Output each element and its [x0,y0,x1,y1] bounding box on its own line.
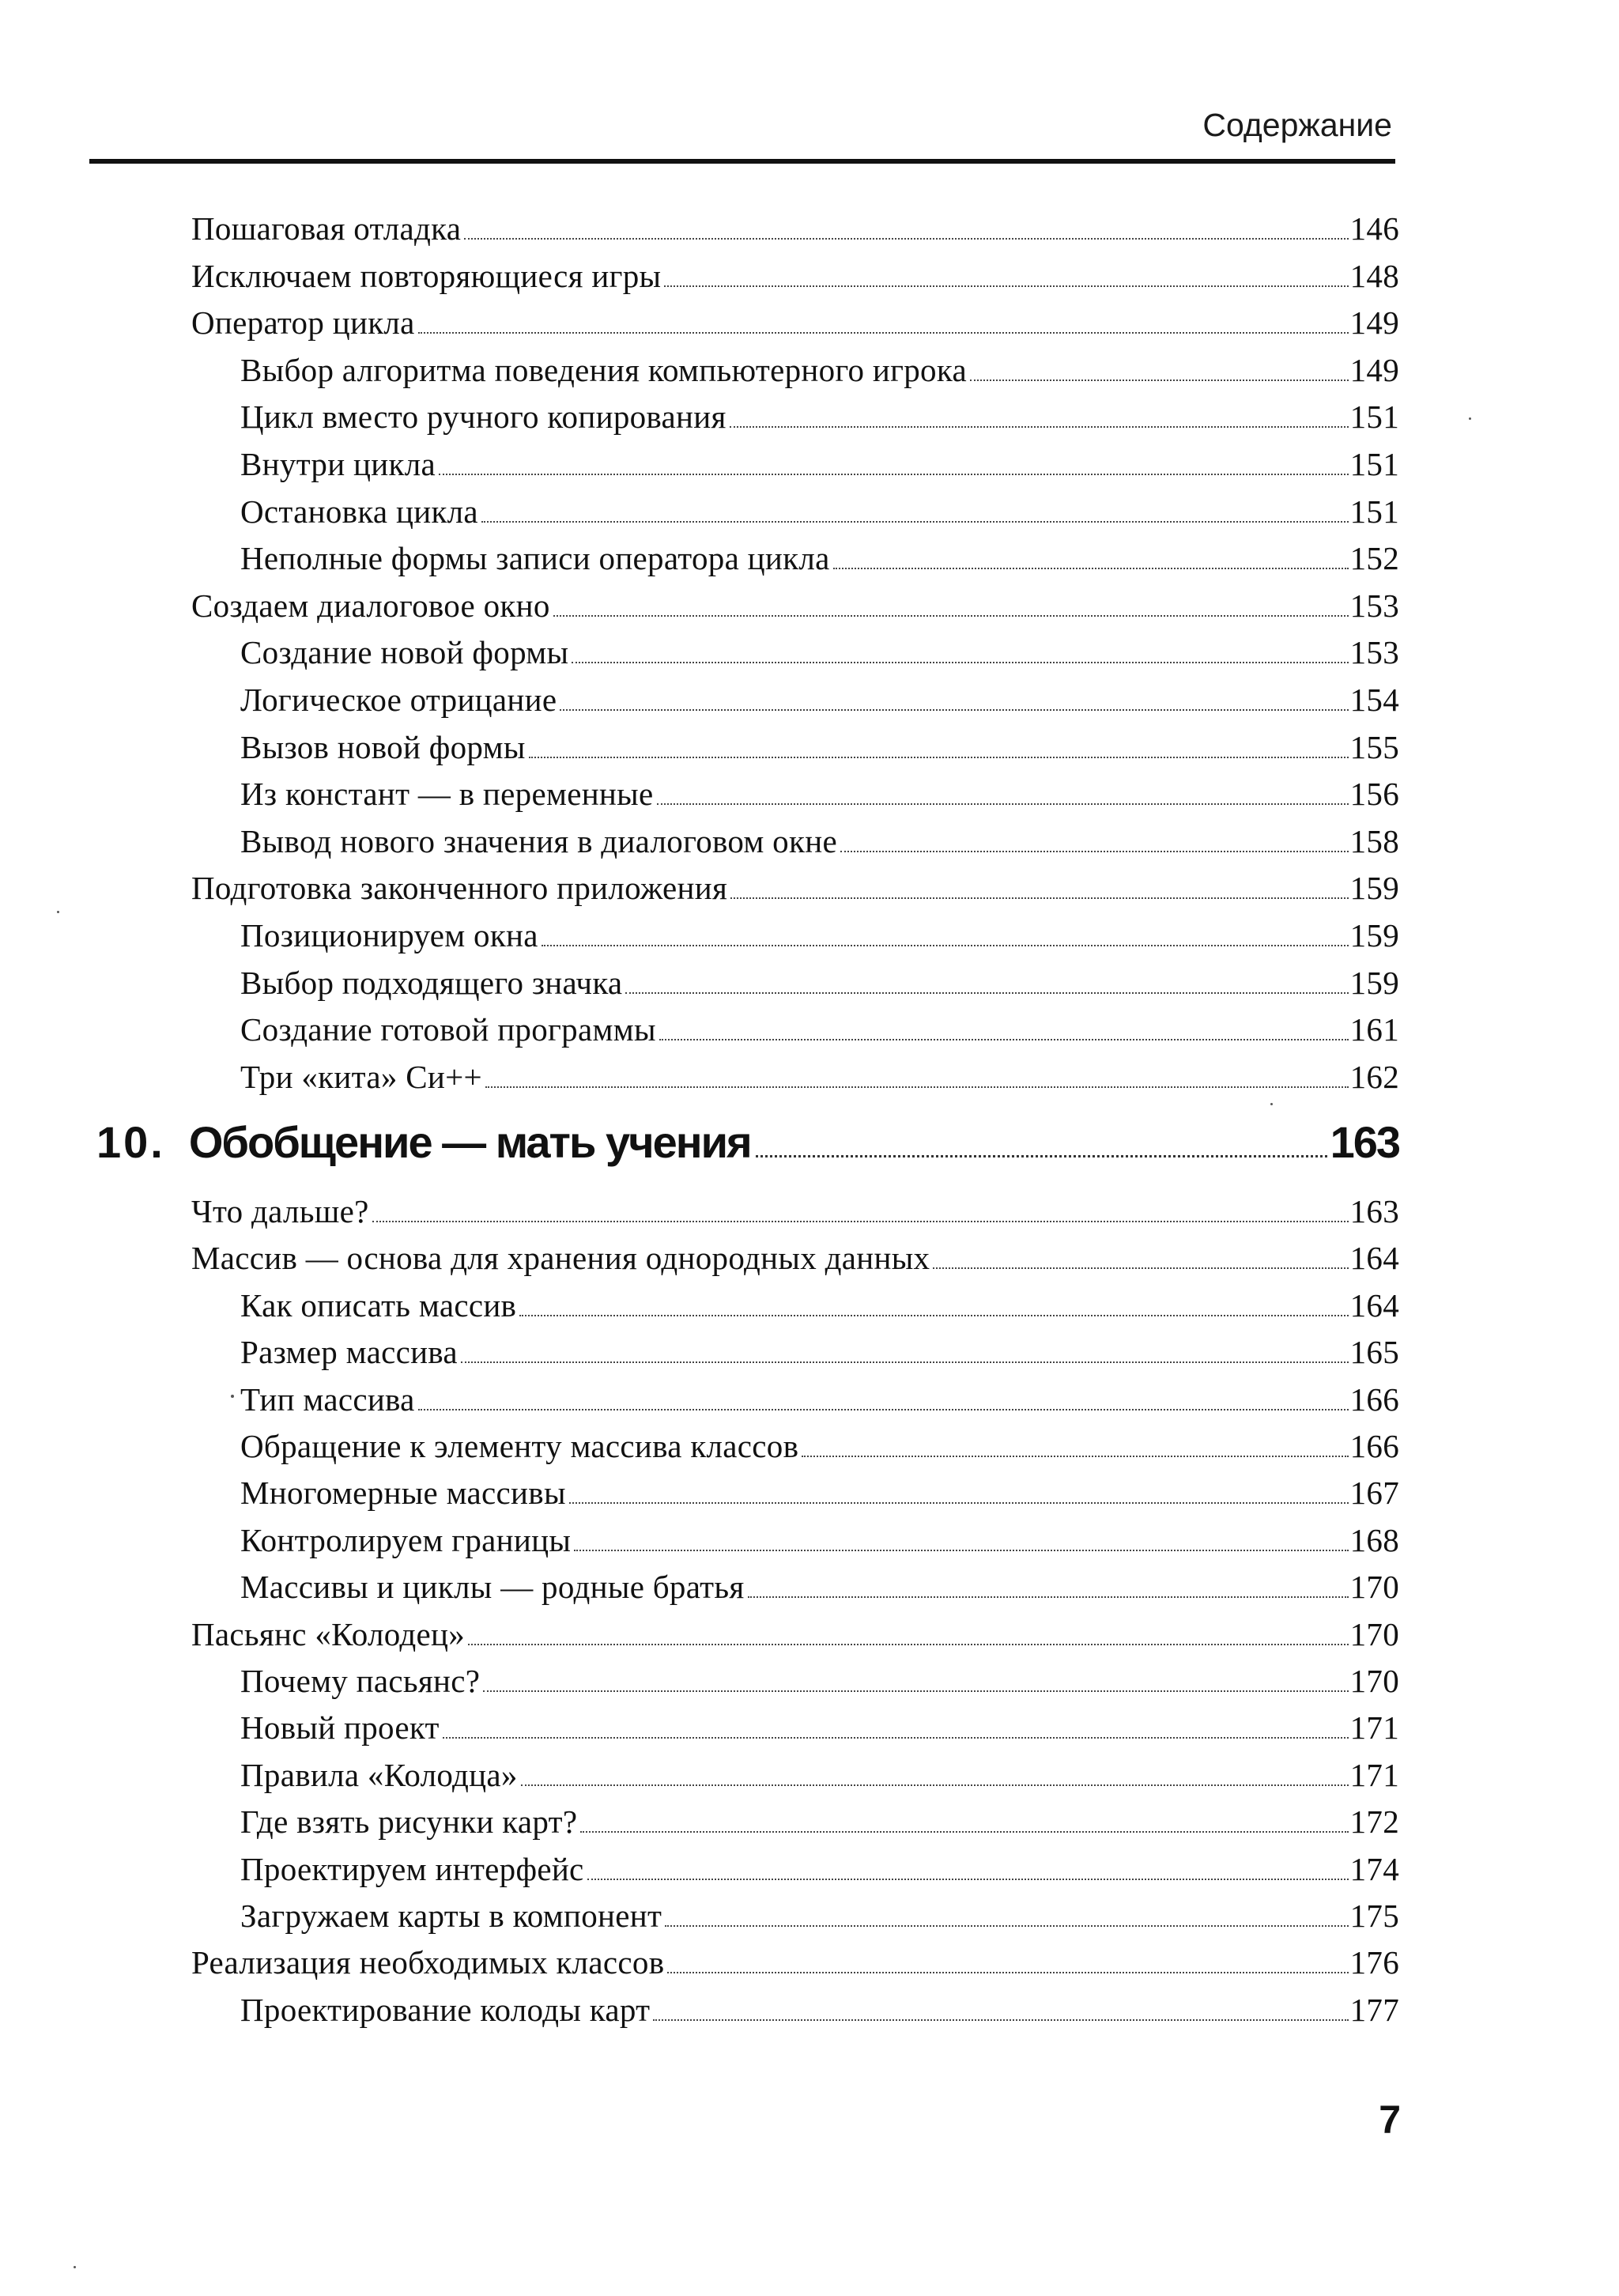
dot-leader [372,1221,1349,1222]
toc-entry [191,1615,1399,1652]
dot-leader [569,1502,1349,1504]
toc-entry-title: Что дальше? [191,1193,369,1229]
toc-entry [240,1475,1399,1512]
toc-entry-page: 167 [1349,1475,1399,1512]
toc-entry-page: 159 [1349,917,1399,954]
toc-entry [240,1900,1399,1932]
dot-leader [461,1361,1349,1363]
toc-entry-title: Исключаем повторяющиеся игры [191,257,662,294]
toc-entry [240,684,1399,716]
toc-entry [240,917,1399,954]
toc-entry-title: Оператор цикла [191,304,415,342]
toc-entry-title: Из констант — в переменные [240,776,654,813]
toc-entry-title: Создание новой формы [240,634,569,671]
toc-entry-page: 161 [1349,1011,1399,1048]
toc-entry-page: 151 [1349,493,1399,530]
toc-entry-title: Проектирование колоды карт [240,1991,651,2028]
dot-leader [587,1879,1349,1880]
toc-entry-title: Подготовка законченного приложения [191,870,728,907]
toc-entry-title: Контролируем границы [240,1521,572,1558]
dot-leader [667,1972,1348,1973]
toc-entry-title: Пасьянс «Колодец» [191,1615,466,1652]
toc-entry-title: Вывод нового значения в диалоговом окне [240,822,837,859]
toc-entry [240,1430,1399,1463]
dot-leader [483,1690,1348,1692]
toc-entry-page: 166 [1349,1428,1399,1464]
dot-leader [439,474,1349,475]
toc-entry-page: 175 [1349,1898,1399,1934]
toc-entry [240,636,1399,669]
toc-entry-page: 159 [1349,870,1399,907]
toc-entry-title: Загружаем карты в компонент [240,1898,662,1934]
toc-entry-title: Внутри цикла [240,446,436,482]
toc-entry [240,1991,1399,2028]
page-number: 7 [1379,2098,1401,2142]
dot-leader [730,897,1348,899]
toc-entry-page: 153 [1349,634,1399,671]
chapter-number: 10. [96,1117,165,1167]
toc-entry [191,587,1399,624]
toc-entry-page: 148 [1349,257,1399,294]
chapter-title: Обобщение — мать учения [188,1117,751,1167]
toc-entry-page: 149 [1349,351,1399,388]
dot-leader [653,2019,1348,2021]
toc-entry-title: Многомерные массивы [240,1475,566,1512]
toc-entry [240,1803,1399,1841]
toc-entry [240,398,1399,436]
toc-entry-title: Где взять рисунки карт? [240,1803,578,1841]
dot-leader [802,1456,1348,1457]
toc-entry-title: Как описать массив [240,1286,517,1324]
header-rule [89,159,1395,164]
toc-entry-title: Три «кита» Си++ [240,1058,482,1095]
dot-leader [560,709,1348,711]
toc-entry-page: 163 [1349,1193,1399,1229]
chapter-heading [96,1117,1399,1167]
toc-entry-page: 151 [1349,398,1399,436]
dot-leader [468,1644,1349,1645]
toc-entry [240,351,1399,388]
dot-leader [418,1409,1349,1410]
toc-entry-page: 170 [1349,1569,1399,1606]
toc-entry-page: 159 [1349,964,1399,1001]
toc-entry [240,1756,1399,1793]
toc-entry-title: Реализация необходимых классов [191,1944,665,1981]
toc-entry-page: 153 [1349,587,1399,624]
toc-entry [240,448,1399,481]
toc-entry-title: Выбор подходящего значка [240,964,623,1001]
toc-entry-title: Выбор алгоритма поведения компьютерного игрока [240,351,967,388]
scan-speck [1270,1103,1273,1105]
toc-entry-page: 149 [1349,304,1399,342]
toc-entry-title: Правила «Колодца» [240,1756,518,1793]
dot-leader [443,1737,1349,1739]
toc-entry [240,1058,1399,1095]
toc-entry [191,1242,1399,1275]
toc-entry-title: Почему пасьянс? [240,1663,481,1699]
toc-entry-title: Неполные формы записи оператора цикла [240,540,830,577]
toc-entry-page: 165 [1349,1334,1399,1371]
dot-leader [481,521,1349,523]
dot-leader [970,380,1349,381]
toc-entry [240,1850,1399,1887]
toc-entry [191,257,1399,294]
toc-entry-title: Пошаговая отладка [191,210,462,247]
toc-entry [240,1665,1399,1697]
toc-entry-page: 171 [1349,1709,1399,1747]
toc-entry [191,210,1399,247]
scan-speck [57,911,59,913]
dot-leader [574,1550,1348,1551]
dot-leader [580,1831,1348,1833]
dot-leader [748,1596,1349,1598]
toc-entry-page: 172 [1349,1803,1399,1841]
scan-speck [1469,417,1471,420]
toc-entry-page: 162 [1349,1058,1399,1095]
toc-entry [240,1569,1399,1606]
toc-entry-page: 170 [1349,1615,1399,1652]
toc-entry [240,776,1399,813]
toc-entry-page: 171 [1349,1756,1399,1793]
toc-entry-title: Размер массива [240,1334,458,1371]
toc-entry-title: Создание готовой программы [240,1011,656,1048]
toc-entry [240,1709,1399,1747]
toc-entry [240,728,1399,765]
toc-entry-title: Логическое отрицание [240,682,557,718]
dot-leader [521,1784,1349,1786]
scan-speck [231,1395,234,1398]
dot-leader [657,803,1349,805]
toc-entry [240,822,1399,859]
dot-leader [659,1039,1349,1040]
toc-entry [240,1521,1399,1558]
toc-entry-page: 166 [1349,1380,1399,1418]
toc-entry-title: Обращение к элементу массива классов [240,1428,799,1464]
toc-entry-title: Тип массива [240,1380,415,1418]
dot-leader [756,1155,1327,1157]
dot-leader [485,1086,1349,1088]
running-header: Содержание [1202,107,1392,143]
toc-entry-page: 164 [1349,1240,1399,1277]
toc-entry-page: 152 [1349,540,1399,577]
toc-entry-page: 155 [1349,728,1399,765]
dot-leader [572,662,1348,663]
toc-entry-page: 168 [1349,1521,1399,1558]
toc-entry-title: Остановка цикла [240,493,478,530]
dot-leader [665,1925,1348,1927]
toc-entry [240,964,1399,1001]
toc-entry [240,542,1399,575]
dot-leader [833,568,1349,569]
toc-entry-page: 170 [1349,1663,1399,1699]
toc-entry-page: 151 [1349,446,1399,482]
dot-leader [529,757,1349,758]
toc-entry-page: 154 [1349,682,1399,718]
toc-entry-page: 176 [1349,1944,1399,1981]
toc-entry [240,493,1399,530]
toc-entry-page: 174 [1349,1850,1399,1887]
toc-entry [191,304,1399,342]
toc-entry [191,870,1399,907]
toc-entry-page: 164 [1349,1286,1399,1324]
dot-leader [418,332,1349,334]
toc-entry-title: Новый проект [240,1709,440,1747]
toc-entry-title: Массив — основа для хранения однородных данных [191,1240,930,1277]
toc-entry-title: Проектируем интерфейс [240,1850,584,1887]
dot-leader [625,992,1348,994]
toc-entry-title: Массивы и циклы — родные братья [240,1569,745,1606]
dot-leader [519,1315,1348,1316]
dot-leader [542,945,1349,946]
chapter-page-number: 163 [1330,1117,1399,1167]
scan-speck [74,2266,76,2268]
toc-entry [191,1944,1399,1981]
toc-entry [191,1195,1399,1228]
toc-entry-title: Цикл вместо ручного копирования [240,398,726,436]
dot-leader [730,426,1349,428]
toc-entry-title: Создаем диалоговое окно [191,587,550,624]
dot-leader [553,615,1349,617]
toc-entry [240,1286,1399,1324]
toc-entry [240,1336,1399,1369]
dot-leader [933,1267,1348,1269]
toc-entry-page: 177 [1349,1991,1399,2028]
dot-leader [464,238,1348,240]
toc-entry-title: Позиционируем окна [240,917,538,954]
dot-leader [664,285,1348,287]
dot-leader [840,851,1349,852]
toc-entry [240,1011,1399,1048]
toc-entry-title: Вызов новой формы [240,728,526,765]
toc-entry-page: 158 [1349,822,1399,859]
toc-entry-page: 156 [1349,776,1399,813]
toc-entry-page: 146 [1349,210,1399,247]
toc-entry [240,1380,1399,1418]
